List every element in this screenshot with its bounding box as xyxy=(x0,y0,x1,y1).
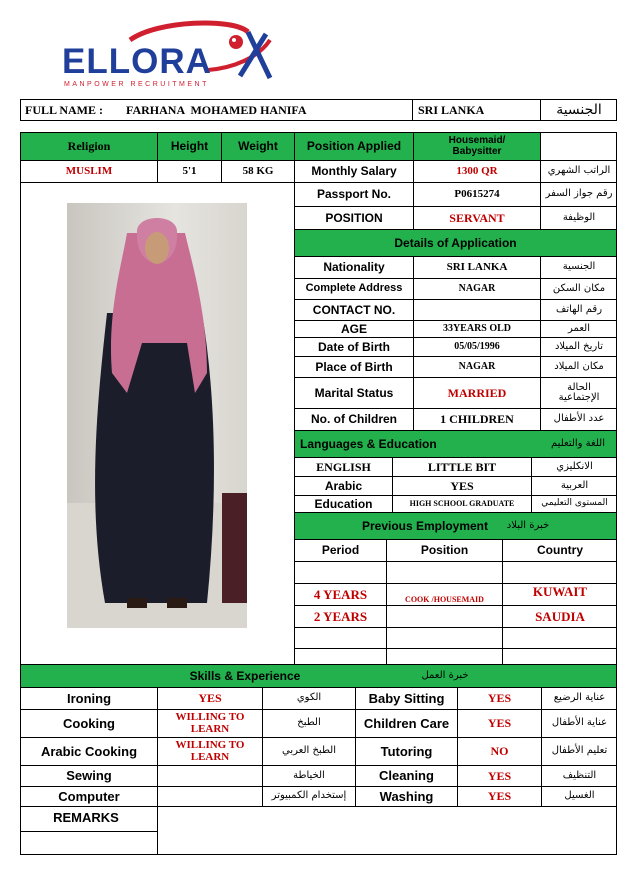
pob-label: Place of Birth xyxy=(315,359,393,374)
remarks-value xyxy=(158,807,616,854)
passport-ar: رقم جواز السفر xyxy=(545,188,613,200)
children-label: No. of Children xyxy=(311,412,397,427)
skill-cleaning-ar: التنظيف xyxy=(562,769,597,781)
skill-baby-sitting-ar: عناية الرضيع xyxy=(553,692,606,704)
education-ar: المستوى التعليمي xyxy=(541,498,608,509)
skills-title: Skills & Experience xyxy=(189,668,301,683)
monthly-salary-label: Monthly Salary xyxy=(311,164,397,179)
education-value: HIGH SCHOOL GRADUATE xyxy=(409,498,515,508)
contact-label: CONTACT NO. xyxy=(312,302,396,317)
previous-employment-title: Previous Employment xyxy=(361,518,489,533)
skill-sewing-label: Sewing xyxy=(66,768,112,784)
marital-status-ar: الحالة الإجتماعية xyxy=(558,381,600,403)
address-ar: مكان السكن xyxy=(552,282,606,294)
passport-value: P0615274 xyxy=(454,187,500,200)
skill-children-care-ar: عناية الأطفال xyxy=(551,717,608,729)
skill-arabic-cooking-value: WILLING TO LEARN xyxy=(175,738,245,763)
monthly-salary-ar: الراتب الشهري xyxy=(547,165,611,177)
passport-label: Passport No. xyxy=(316,187,391,202)
employment-position-value: COOK /HOUSEMAID xyxy=(405,595,484,605)
education-label: Education xyxy=(314,496,373,511)
position-applied-value: Housemaid/ Babysitter xyxy=(448,135,506,157)
logo-tagline: MANPOWER RECRUITMENT xyxy=(64,81,209,88)
skill-sewing-ar: الخياطة xyxy=(293,769,325,781)
header-country: SRI LANKA xyxy=(418,102,485,117)
skill-children-care-value: YES xyxy=(487,716,512,731)
skill-tutoring-ar: تعليم الأطفال xyxy=(551,745,608,757)
previous-employment-title-ar: خبرة البلاد xyxy=(506,519,550,531)
skill-tutoring-value: NO xyxy=(490,744,509,759)
employment-country-2: SAUDIA xyxy=(535,608,585,624)
pob-ar: مكان الميلاد xyxy=(554,360,604,372)
skill-washing-label: Washing xyxy=(379,788,434,804)
marital-status-label: Marital Status xyxy=(314,385,394,400)
skill-cleaning-label: Cleaning xyxy=(379,768,434,784)
english-ar: الانكليزي xyxy=(556,460,593,472)
skill-cooking-label: Cooking xyxy=(63,715,115,731)
position-value: SERVANT xyxy=(449,210,505,225)
details-of-application-title: Details of Application xyxy=(394,235,517,250)
skill-ironing-value: YES xyxy=(198,691,222,706)
skill-computer-ar: إستخدام الكمبيوتر xyxy=(271,790,347,802)
nationality-value: SRI LANKA xyxy=(446,260,508,273)
skill-washing-ar: الغسيل xyxy=(564,790,595,802)
skill-cleaning-value: YES xyxy=(487,768,512,783)
skill-computer-value xyxy=(158,787,262,806)
dob-label: Date of Birth xyxy=(318,339,390,354)
employment-position-header: Position xyxy=(420,543,469,558)
nationality-label: Nationality xyxy=(323,260,385,275)
employment-country-1: KUWAIT xyxy=(532,583,588,599)
nationality-ar: الجنسية xyxy=(562,261,596,273)
religion-header: Religion xyxy=(67,139,111,154)
weight-header: Weight xyxy=(238,139,278,154)
applicant-photo xyxy=(67,203,247,628)
employment-period-header: Period xyxy=(321,543,360,558)
position-ar: الوظيفة xyxy=(562,211,596,223)
age-ar: العمر xyxy=(568,322,590,334)
children-ar: عدد الأطفال xyxy=(553,413,605,425)
dob-ar: تاريخ الميلاد xyxy=(554,340,604,352)
skill-cooking-ar: الطبخ xyxy=(297,717,321,729)
english-value: LITTLE BIT xyxy=(427,459,497,474)
employment-period-2: 2 YEARS xyxy=(313,608,368,624)
skills-title-ar: خبرة العمل xyxy=(421,669,469,681)
dob-value: 05/05/1996 xyxy=(454,340,500,352)
skill-baby-sitting-label: Baby Sitting xyxy=(368,690,445,706)
header-table xyxy=(20,99,617,121)
contact-value xyxy=(414,300,540,320)
languages-title-ar: اللغة والتعليم xyxy=(551,437,605,449)
children-value: 1 CHILDREN xyxy=(440,412,514,427)
address-value: NAGAR xyxy=(458,282,496,294)
arabic-label: Arabic xyxy=(324,478,363,493)
applicant-photo-image xyxy=(67,203,247,628)
ellora-logo xyxy=(58,18,288,98)
monthly-salary-value: 1300 QR xyxy=(456,164,498,177)
address-label: Complete Address xyxy=(305,282,403,295)
skill-computer-label: Computer xyxy=(58,788,120,804)
languages-title: Languages & Education xyxy=(300,436,437,451)
skill-ironing-label: Ironing xyxy=(66,690,112,706)
weight-value: 58 KG xyxy=(242,164,274,177)
position-applied-header: Position Applied xyxy=(306,139,402,154)
employment-period-1: 4 YEARS xyxy=(313,586,368,602)
employment-country-header: Country xyxy=(537,543,583,558)
skill-tutoring-label: Tutoring xyxy=(380,743,433,759)
age-value: 33YEARS OLD xyxy=(442,322,512,334)
height-header: Height xyxy=(170,139,209,154)
religion-value: MUSLIM xyxy=(65,164,113,177)
skill-children-care-label: Children Care xyxy=(363,715,450,731)
full-name-label: FULL NAME : xyxy=(25,102,103,117)
age-label: AGE xyxy=(340,321,367,336)
logo-wordmark: ELLORA xyxy=(62,42,212,81)
skill-baby-sitting-value: YES xyxy=(487,691,512,706)
height-value: 5'1 xyxy=(182,164,197,177)
arabic-ar: العربية xyxy=(560,479,589,491)
skill-ironing-ar: الكوي xyxy=(296,692,322,704)
remarks-label: REMARKS xyxy=(53,810,119,826)
marital-status-value: MARRIED xyxy=(447,385,507,400)
skill-sewing-value xyxy=(158,766,262,786)
skill-cooking-value: WILLING TO LEARN xyxy=(175,710,245,735)
arabic-value: YES xyxy=(450,478,474,493)
full-name-value: FARHANA MOHAMED HANIFA xyxy=(126,102,307,117)
header-nationality-ar: الجنسية xyxy=(556,101,602,118)
position-label: POSITION xyxy=(325,210,383,225)
pob-value: NAGAR xyxy=(458,360,496,372)
skill-washing-value: YES xyxy=(487,789,512,804)
skill-arabic-cooking-label: Arabic Cooking xyxy=(40,743,138,759)
contact-ar: رقم الهاتف xyxy=(555,303,603,315)
skill-arabic-cooking-ar: الطبخ العربي xyxy=(282,745,336,757)
english-label: ENGLISH xyxy=(316,459,371,474)
